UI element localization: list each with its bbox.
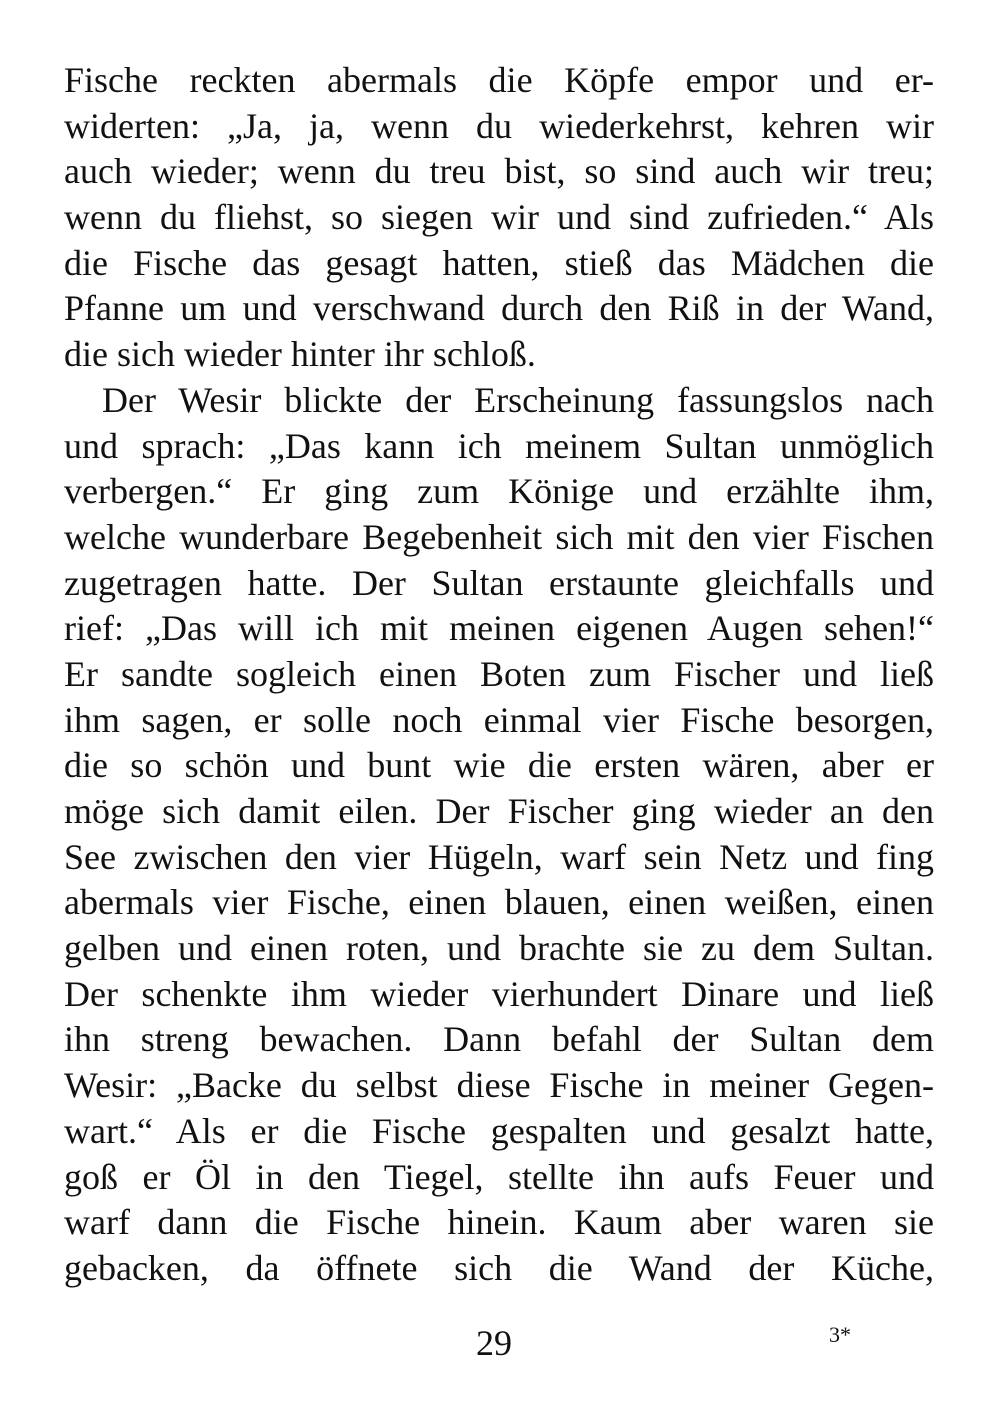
text-line: gebacken, da öffnete sich die Wand der Küche, xyxy=(64,1247,934,1288)
page-number: 29 xyxy=(476,1323,512,1363)
text-line: auch wieder; wenn du treu bist, so sind auch wir treu; xyxy=(64,151,934,192)
text-line: ihn streng bewachen. Dann befahl der Sultan dem xyxy=(64,1019,934,1060)
text-line: zugetragen hatte. Der Sultan erstaunte gleichfalls und xyxy=(64,562,934,603)
text-line: Der schenkte ihm wieder vierhundert Dinare und ließ xyxy=(64,973,934,1014)
text-line: ihm sagen, er solle noch einmal vier Fische besorgen, xyxy=(64,699,934,740)
text-line: welche wunderbare Begebenheit sich mit den vier Fischen xyxy=(64,516,934,557)
text-line: wart.“ Als er die Fische gespalten und gesalzt hatte, xyxy=(64,1110,934,1151)
text-line: die Fische das gesagt hatten, stieß das Mädchen die xyxy=(64,242,934,283)
text-line-last: die sich wieder hinter ihr schloß. xyxy=(64,334,536,375)
text-line: wenn du fliehst, so siegen wir und sind zufrieden.“ Als xyxy=(64,197,934,238)
text-line: Er sandte sogleich einen Boten zum Fischer und ließ xyxy=(64,653,934,694)
text-line: gelben und einen roten, und brachte sie zu dem Sultan. xyxy=(64,928,934,969)
text-line: warf dann die Fische hinein. Kaum aber waren sie xyxy=(64,1202,934,1243)
text-line-first-indented: Der Wesir blickte der Erscheinung fassungslos nach xyxy=(102,379,934,420)
text-line: Wesir: „Backe du selbst diese Fische in meiner Gegen- xyxy=(64,1065,934,1106)
text-line: verbergen.“ Er ging zum Könige und erzählte ihm, xyxy=(64,471,934,512)
printer-signature-mark: 3* xyxy=(829,1322,851,1347)
paragraph-1 xyxy=(64,58,934,378)
page-body xyxy=(64,58,934,1292)
text-line: goß er Öl in den Tiegel, stellte ihn aufs Feuer und xyxy=(64,1156,934,1197)
text-line: die so schön und bunt wie die ersten wären, aber er xyxy=(64,745,934,786)
text-line: abermals vier Fische, einen blauen, einen weißen, einen xyxy=(64,882,934,923)
text-line: rief: „Das will ich mit meinen eigenen Augen sehen!“ xyxy=(64,608,934,649)
text-line: Pfanne um und verschwand durch den Riß in der Wand, xyxy=(64,288,934,329)
paragraph-2 xyxy=(64,378,934,1292)
text-line: Fische reckten abermals die Köpfe empor und er- xyxy=(64,60,934,100)
text-line: und sprach: „Das kann ich meinem Sultan unmöglich xyxy=(64,425,934,466)
text-line: See zwischen den vier Hügeln, warf sein Netz und fing xyxy=(64,836,934,877)
text-line: möge sich damit eilen. Der Fischer ging wieder an den xyxy=(64,791,934,831)
text-line: widerten: „Ja, ja, wenn du wiederkehrst, kehren wir xyxy=(64,105,934,146)
page-footer xyxy=(0,1318,1000,1368)
